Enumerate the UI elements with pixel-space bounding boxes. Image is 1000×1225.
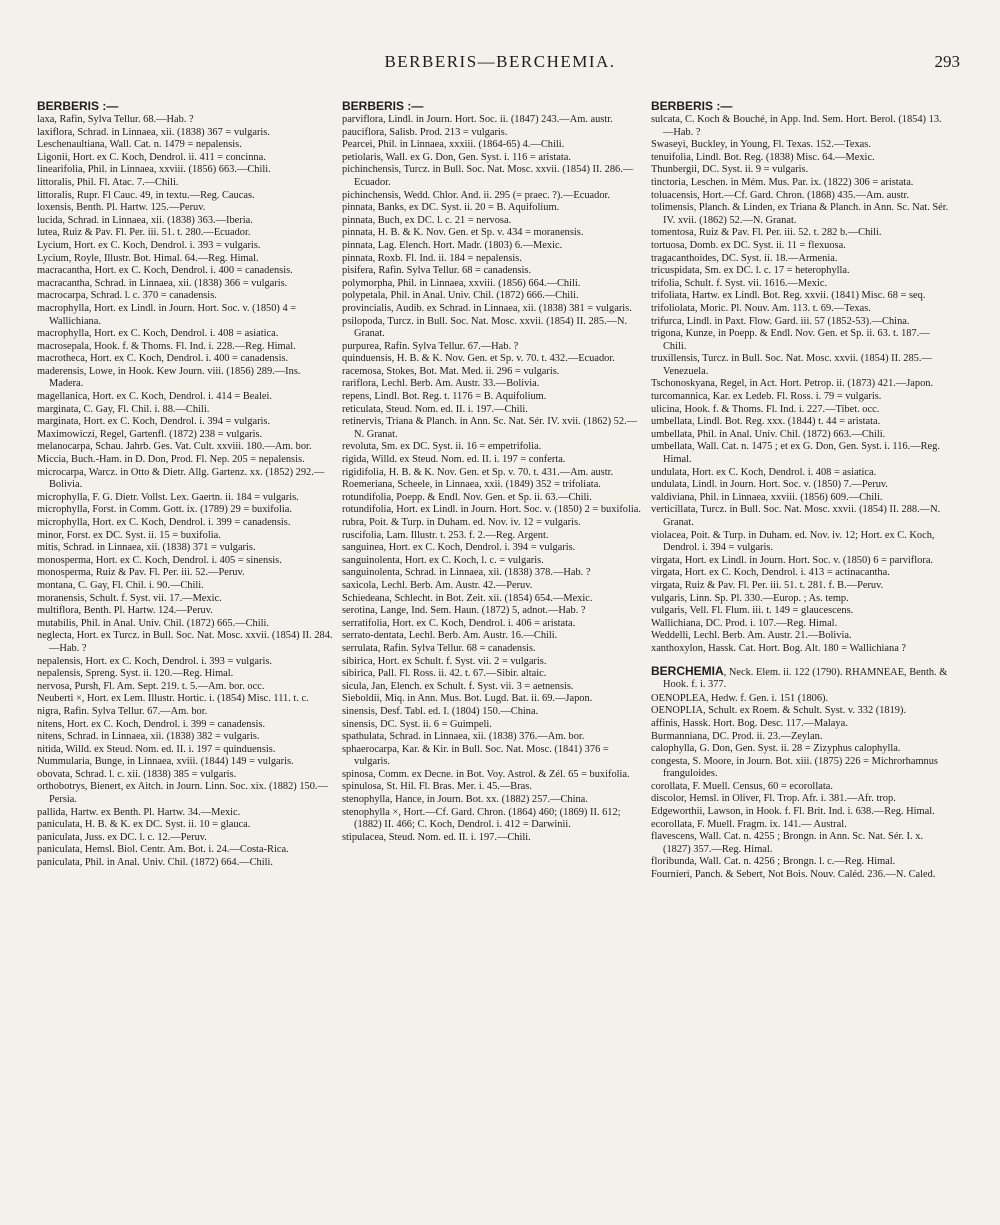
index-entry: serratifolia, Hort. ex C. Koch, Dendrol. i. 406 = aristata. [342, 617, 576, 629]
column-2 [342, 100, 642, 844]
index-entry: macrophylla, Hort. ex Lindl. in Journ. Hort. Soc. v. (1850) 4 = Wallichiana. [37, 302, 297, 327]
index-entry: paniculata, Hemsl. Biol. Centr. Am. Bot. i. 24.—Costa-Rica. [37, 844, 289, 856]
index-entry: sulcata, C. Koch & Bouché, in App. Ind. Sem. Hort. Berol. (1854) 13.—Hab. ? [651, 114, 942, 138]
index-entry: macrosepala, Hook. f. & Thoms. Fl. Ind. i. 228.—Reg. Himal. [37, 340, 296, 352]
index-entry: truxillensis, Turcz. in Bull. Soc. Nat. Mosc. xxvii. (1854) II. 285.—Venezuela. [651, 353, 932, 377]
index-entry: moranensis, Schult. f. Syst. vii. 17.—Mexic. [37, 592, 222, 604]
index-entry: littoralis, Rupr. Fl Cauc. 49, in textu.—Reg. Caucas. [37, 189, 255, 201]
genus-heading-text: , Neck. Elem. ii. 122 (1790). RHAMNEAE, Benth. & Hook. f. i. 377. [663, 666, 948, 691]
index-entry: Lycium, Hort. ex C. Koch, Dendrol. i. 393 = vulgaris. [37, 239, 261, 251]
index-entry: sibirica, Hort. ex Schult. f. Syst. vii. 2 = vulgaris. [342, 655, 547, 667]
index-entry: maderensis, Lowe, in Hook. Kew Journ. viii. (1856) 289.—Ins. Madera. [37, 365, 301, 390]
index-entry: nigra, Rafin. Sylva Tellur. 67.—Am. bor. [37, 705, 208, 717]
index-entry: Lycium, Royle, Illustr. Bot. Himal. 64.—Reg. Himal. [37, 252, 259, 264]
index-entry: parviflora, Lindl. in Journ. Hort. Soc. ii. (1847) 243.—Am. austr. [342, 114, 613, 125]
index-entry: revoluta, Sm. ex DC. Syst. ii. 16 = empetrifolia. [342, 441, 542, 453]
index-entry: provincialis, Audib. ex Schrad. in Linnaea, xii. (1838) 381 = vulgaris. [342, 302, 632, 314]
index-entry: toluacensis, Hort.—Cf. Gard. Chron. (1868) 435.—Am. austr. [651, 189, 909, 201]
entry-list [651, 114, 951, 656]
index-entry: pinnata, Roxb. Fl. Ind. ii. 184 = nepalensis. [342, 252, 522, 264]
index-entry: ulicina, Hook. f. & Thoms. Fl. Ind. i. 227.—Tibet. occ. [651, 403, 880, 415]
index-entry: sphaerocarpa, Kar. & Kir. in Bull. Soc. Nat. Mosc. (1841) 376 = vulgaris. [342, 743, 609, 768]
index-entry: verticillata, Turcz. in Bull. Soc. Nat. Mosc. xxvii. (1854) II. 288.—N. Granat. [651, 504, 941, 528]
index-entry: tricuspidata, Sm. ex DC. l. c. 17 = heterophylla. [651, 265, 850, 277]
index-entry: tragacanthoides, DC. Syst. ii. 18.—Armenia. [651, 252, 838, 264]
index-entry: umbellata, Lindl. Bot. Reg. xxx. (1844) t. 44 = aristata. [651, 416, 881, 428]
index-entry: macracantha, Schrad. in Linnaea, xii. (1838) 366 = vulgaris. [37, 277, 288, 289]
index-entry: violacea, Poit. & Turp. in Duham. ed. Nov. iv. 12; Hort. ex C. Koch, Dendrol. i. 394 = vulgaris. [651, 529, 935, 554]
index-entry: monosperma, Hort. ex C. Koch, Dendrol. i. 405 = sinensis. [37, 554, 282, 566]
index-entry: melanocarpa, Schau. Jahrb. Ges. Vat. Cult. xxviii. 180.—Am. bor. [37, 441, 312, 453]
index-entry: rigida, Willd. ex Steud. Nom. ed. II. i. 197 = conferta. [342, 454, 566, 466]
index-entry: serrato-dentata, Lechl. Berb. Am. Austr. 16.—Chili. [342, 630, 558, 642]
index-entry: nitens, Hort. ex C. Koch, Dendrol. i. 399 = canadensis. [37, 718, 266, 730]
index-entry: nitens, Schrad. in Linnaea, xii. (1838) 382 = vulgaris. [37, 731, 260, 743]
index-entry: macrocarpa, Schrad. l. c. 370 = canadensis. [37, 290, 217, 302]
index-entry: Schiedeana, Schlecht. in Bot. Zeit. xii. (1854) 654.—Mexic. [342, 592, 593, 604]
index-entry: marginata, C. Gay, Fl. Chil. i. 88.—Chili. [37, 403, 210, 415]
index-entry: racemosa, Stokes, Bot. Mat. Med. ii. 296 = vulgaris. [342, 365, 560, 377]
running-title: BERBERIS—BERCHEMIA. [384, 52, 616, 71]
index-entry: linearifolia, Phil. in Linnaea, xxviii. (1856) 663.—Chili. [37, 164, 271, 176]
column-heading: BERBERIS :— [342, 99, 424, 113]
index-entry: vulgaris, Vell. Fl. Flum. iii. t. 149 = glaucescens. [651, 605, 854, 617]
index-entry: microphylla, Hort. ex C. Koch, Dendrol. i. 399 = canadensis. [37, 517, 291, 528]
index-entry: montana, C. Gay, Fl. Chil. i. 90.—Chili. [37, 579, 204, 591]
index-entry: umbellata, Wall. Cat. n. 1475 ; et ex G. Don, Gen. Syst. i. 116.—Reg. Himal. [651, 441, 940, 466]
index-entry: trifurca, Lindl. in Paxt. Flow. Gard. iii. 57 (1852-53).—China. [651, 315, 910, 327]
index-entry: neglecta, Hort. ex Turcz. in Bull. Soc. Nat. Mosc. xxvii. (1854) II. 284.—Hab. ? [37, 630, 333, 654]
index-entry: spinosa, Comm. ex Decne. in Bot. Voy. Astrol. & Zél. 65 = buxifolia. [342, 768, 630, 780]
index-entry: pinnata, H. B. & K. Nov. Gen. et Sp. v. 434 = moranensis. [342, 227, 584, 239]
index-entry: monosperma, Ruiz & Pav. Fl. Per. iii. 52.—Peruv. [37, 567, 245, 579]
index-entry: OENOPLEA, Hedw. f. Gen. i. 151 (1806). [651, 692, 829, 704]
index-entry: mitis, Schrad. in Linnaea, xii. (1838) 371 = vulgaris. [37, 542, 256, 554]
index-entry: marginata, Hort. ex C. Koch, Dendrol. i. 394 = vulgaris. [37, 416, 271, 428]
index-entry: Burmanniana, DC. Prod. ii. 23.—Zeylan. [651, 730, 823, 742]
index-entry: nitida, Willd. ex Steud. Nom. ed. II. i. 197 = quinduensis. [37, 743, 276, 755]
index-entry: congesta, S. Moore, in Journ. Bot. xiii. (1875) 226 = Michrorhamnus franguloides. [651, 755, 938, 780]
index-entry: sanguinea, Hort. ex C. Koch, Dendrol. i. 394 = vulgaris. [342, 542, 576, 554]
index-entry: rigidifolia, H. B. & K. Nov. Gen. et Sp. v. 70. t. 431.—Am. austr. [342, 466, 614, 478]
index-entry: ecorollata, F. Muell. Fragm. ix. 141.— Austral. [651, 818, 847, 830]
index-entry: pauciflora, Salisb. Prod. 213 = vulgaris. [342, 126, 508, 138]
index-entry: sinensis, Desf. Tabl. ed. I. (1804) 150.—China. [342, 705, 539, 717]
index-entry: reticulata, Steud. Nom. ed. II. i. 197.—Chili. [342, 403, 528, 415]
index-entry: Pearcei, Phil. in Linnaea, xxxiii. (1864-65) 4.—Chili. [342, 139, 565, 151]
index-entry: macrotheca, Hort. ex C. Koch, Dendrol. i. 400 = canadensis. [37, 353, 289, 365]
index-entry: multiflora, Benth. Pl. Hartw. 124.—Peruv. [37, 605, 213, 617]
index-entry: macrophylla, Hort. ex C. Koch, Dendrol. i. 408 = asiatica. [37, 328, 279, 340]
index-entry: orthobotrys, Bienert, ex Aitch. in Journ. Linn. Soc. xix. (1882) 150.—Persia. [37, 781, 328, 806]
index-entry: tinctoria, Leschen. in Mém. Mus. Par. ix. (1822) 306 = aristata. [651, 176, 914, 188]
index-entry: pisifera, Rafin. Sylva Tellur. 68 = canadensis. [342, 265, 532, 277]
index-entry: spinulosa, St. Hil. Fl. Bras. Mer. i. 45.—Bras. [342, 781, 532, 793]
index-entry: calophylla, G. Don, Gen. Syst. ii. 28 = Zizyphus calophylla. [651, 743, 901, 755]
index-entry: rotundifolia, Hort. ex Lindl. in Journ. Hort. Soc. v. (1850) 2 = buxifolia. [342, 504, 641, 516]
index-entry: Nummularia, Bunge, in Linnaea, xviii. (1844) 149 = vulgaris. [37, 756, 294, 768]
index-entry: trifoliata, Hartw. ex Lindl. Bot. Reg. xxvii. (1841) Misc. 68 = seq. [651, 290, 926, 302]
index-entry: tenuifolia, Lindl. Bot. Reg. (1838) Misc. 64.—Mexic. [651, 151, 875, 163]
index-entry: psilopoda, Turcz. in Bull. Soc. Nat. Mosc. xxvii. (1854) II. 285.—N. Granat. [342, 315, 628, 340]
index-entry: Maximowiczi, Regel, Gartenfl. (1872) 238 = vulgaris. [37, 428, 263, 440]
index-entry: nepalensis, Spreng. Syst. ii. 120.—Reg. Himal. [37, 668, 234, 680]
index-entry: minor, Forst. ex DC. Syst. ii. 15 = buxifolia. [37, 529, 221, 541]
index-entry: nepalensis, Hort. ex C. Koch, Dendrol. i. 393 = vulgaris. [37, 655, 272, 667]
index-entry: pallida, Hartw. ex Benth. Pl. Hartw. 34.—Mexic. [37, 806, 241, 818]
index-entry: petiolaris, Wall. ex G. Don, Gen. Syst. i. 116 = aristata. [342, 151, 571, 163]
index-entry: rubra, Poit. & Turp. in Duham. ed. Nov. iv. 12 = vulgaris. [342, 517, 581, 528]
index-entry: undulata, Lindl. in Journ. Hort. Soc. v. (1850) 7.—Peruv. [651, 479, 889, 491]
index-entry: Roemeriana, Scheele, in Linnaea, xxii. (1849) 352 = trifoliata. [342, 479, 601, 491]
index-entry: discolor, Hemsl. in Oliver, Fl. Trop. Afr. i. 381.—Afr. trop. [651, 793, 896, 805]
index-entry: microphylla, Forst. in Comm. Gott. ix. (1789) 29 = buxifolia. [37, 504, 292, 516]
index-entry: serrulata, Rafin. Sylva Tellur. 68 = canadensis. [342, 642, 536, 654]
index-entry: sanguinolenta, Schrad. in Linnaea, xii. (1838) 378.—Hab. ? [342, 567, 591, 579]
index-entry: valdiviana, Phil. in Linnaea, xxviii. (1856) 609.—Chili. [651, 491, 883, 503]
index-entry: stipulacea, Steud. Nom. ed. II. i. 197.—Chili. [342, 831, 531, 843]
index-entry: rariflora, Lechl. Berb. Am. Austr. 33.—Bolivia. [342, 378, 540, 390]
index-entry: Miccia, Buch.-Ham. in D. Don, Prod. Fl. Nep. 205 = nepalensis. [37, 454, 305, 466]
index-entry: polypetala, Phil. in Anal. Univ. Chil. (1872) 666.—Chili. [342, 290, 579, 302]
index-entry: Neuberti ×, Hort. ex Lem. Illustr. Hortic. i. (1854) Misc. 111. t. c. [37, 693, 309, 705]
index-entry: spathulata, Schrad. in Linnaea, xii. (1838) 376.—Am. bor. [342, 731, 585, 743]
index-entry: Leschenaultiana, Wall. Cat. n. 1479 = nepalensis. [37, 139, 242, 151]
index-entry: serotina, Lange, Ind. Sem. Haun. (1872) 5, adnot.—Hab. ? [342, 605, 586, 617]
index-entry: paniculata, Juss. ex DC. l. c. 12.—Peruv. [37, 831, 207, 843]
index-entry: xanthoxylon, Hassk. Cat. Hort. Bog. Alt. 180 = Wallichiana ? [651, 642, 907, 654]
index-entry: umbellata, Phil. in Anal. Univ. Chil. (1872) 663.—Chili. [651, 428, 886, 440]
index-entry: paniculata, Phil. in Anal. Univ. Chil. (1872) 664.—Chili. [37, 857, 273, 869]
column-3 [651, 100, 951, 882]
index-entry: corollata, F. Muell. Census, 60 = ecorollata. [651, 780, 833, 792]
index-entry: Ligonii, Hort. ex C. Koch, Dendrol. ii. 411 = concinna. [37, 151, 266, 163]
index-entry: obovata, Schrad. l. c. xii. (1838) 385 = vulgaris. [37, 768, 237, 780]
index-entry: Fournieri, Panch. & Sebert, Not Bois. Nouv. Caléd. 236.—N. Caled. [651, 869, 936, 881]
index-entry: tolimensis, Planch. & Linden, ex Triana & Planch. in Ann. Sc. Nat. Sér. IV. xvii. (1862) 52.—N. Granat. [651, 202, 949, 226]
column-1 [37, 100, 337, 870]
index-entry: vulgaris, Linn. Sp. Pl. 330.—Europ. ; As. temp. [651, 592, 849, 604]
index-entry: retinervis, Triana & Planch. in Ann. Sc. Nat. Sér. IV. xvii. (1862) 52.—N. Granat. [342, 416, 638, 440]
index-entry: trifolia, Schult. f. Syst. vii. 1616.—Mexic. [651, 277, 828, 289]
index-entry: repens, Lindl. Bot. Reg. t. 1176 = B. Aquifolium. [342, 391, 547, 403]
entry-list [342, 114, 642, 844]
index-entry: microcarpa, Warcz. in Otto & Dietr. Allg. Gartenz. xx. (1852) 292.—Bolivia. [37, 466, 325, 491]
index-entry: stenophylla, Hance, in Journ. Bot. xx. (1882) 257.—China. [342, 794, 588, 806]
index-entry: macracantha, Hort. ex C. Koch, Dendrol. i. 400 = canadensis. [37, 265, 293, 277]
index-entry: pinnata, Lag. Elench. Hort. Madr. (1803) 6.—Mexic. [342, 239, 563, 251]
index-entry: stenophylla ×, Hort.—Cf. Gard. Chron. (1864) 460; (1869) II. 612; (1882) II. 466; C. Koch, Dendrol. i. 412 = Darwinii. [342, 806, 621, 831]
index-entry: tomentosa, Ruiz & Pav. Fl. Per. iii. 52. t. 282 b.—Chili. [651, 227, 882, 239]
genus-heading [651, 665, 951, 692]
index-entry: floribunda, Wall. Cat. n. 4256 ; Brongn. l. c.—Reg. Himal. [651, 856, 896, 868]
index-entry: purpurea, Rafin. Sylva Tellur. 67.—Hab. ? [342, 340, 519, 352]
index-entry: magellanica, Hort. ex C. Koch, Dendrol. i. 414 = Bealei. [37, 391, 272, 403]
index-entry: undulata, Hort. ex C. Koch, Dendrol. i. 408 = asiatica. [651, 466, 877, 478]
page-header [0, 52, 1000, 80]
index-entry: polymorpha, Phil. in Linnaea, xxviii. (1856) 664.—Chili. [342, 277, 581, 289]
index-entry: saxicola, Lechl. Berb. Am. Austr. 42.—Peruv. [342, 579, 533, 591]
index-entry: pichinchensis, Wedd. Chlor. And. ii. 295 (= praec. ?).—Ecuador. [342, 189, 611, 201]
index-entry: Thunbergii, DC. Syst. ii. 9 = vulgaris. [651, 164, 809, 176]
index-entry: turcomannica, Kar. ex Ledeb. Fl. Ross. i. 79 = vulgaris. [651, 391, 882, 403]
index-entry: paniculata, H. B. & K. ex DC. Syst. ii. 10 = glauca. [37, 819, 251, 831]
index-entry: flavescens, Wall. Cat. n. 4255 ; Brongn. in Ann. Sc. Nat. Sér. I. x. (1827) 357.—Reg. Himal. [651, 831, 923, 855]
index-entry: sicula, Jan, Elench. ex Schult. f. Syst. vii. 3 = aetnensis. [342, 680, 574, 692]
index-entry: tortuosa, Domb. ex DC. Syst. ii. 11 = flexuosa. [651, 239, 846, 251]
genus-name: BERCHEMIA [651, 663, 724, 678]
index-entry: loxensis, Benth. Pl. Hartw. 125.—Peruv. [37, 202, 206, 214]
index-entry: trigona, Kunze, in Poepp. & Endl. Nov. Gen. et Sp. ii. 63. t. 187.—Chili. [651, 328, 930, 352]
index-entry: pichinchensis, Turcz. in Bull. Soc. Nat. Mosc. xxvii. (1854) II. 286.—Ecuador. [342, 164, 634, 188]
index-entry: sanguinolenta, Hort. ex C. Koch, l. c. = vulgaris. [342, 554, 544, 566]
index-entry: virgata, Hort. ex C. Koch, Dendrol. i. 413 = actinacantha. [651, 567, 890, 579]
index-entry: virgata, Ruiz & Pav. Fl. Per. iii. 51. t. 281. f. B.—Peruv. [651, 579, 884, 591]
index-entry: rotundifolia, Poepp. & Endl. Nov. Gen. et Sp. ii. 63.—Chili. [342, 491, 592, 503]
index-entry: microphylla, F. G. Dietr. Vollst. Lex. Gaertn. ii. 184 = vulgaris. [37, 491, 299, 503]
index-entry: mutabilis, Phil. in Anal. Univ. Chil. (1872) 665.—Chili. [37, 617, 269, 629]
index-entry: Swaseyi, Buckley, in Young, Fl. Texas. 152.—Texas. [651, 139, 871, 151]
index-entry: Wallichiana, DC. Prod. i. 107.—Reg. Himal. [651, 617, 838, 629]
index-entry: sibirica, Pall. Fl. Ross. ii. 42. t. 67.—Sibir. altaic. [342, 668, 547, 680]
entry-list [651, 693, 951, 882]
entry-list [37, 114, 337, 870]
page-number: 293 [934, 52, 960, 71]
index-entry: affinis, Hassk. Hort. Bog. Desc. 117.—Malaya. [651, 717, 848, 729]
index-entry: Edgeworthii, Lawson, in Hook. f. Fl. Brit. Ind. i. 638.—Reg. Himal. [651, 806, 935, 818]
index-entry: pinnata, Banks, ex DC. Syst. ii. 20 = B. Aquifolium. [342, 202, 560, 214]
index-entry: quinduensis, H. B. & K. Nov. Gen. et Sp. v. 70. t. 432.—Ecuador. [342, 353, 615, 365]
index-entry: littoralis, Phil. Fl. Atac. 7.—Chili. [37, 176, 179, 188]
index-entry: pinnata, Buch, ex DC. l. c. 21 = nervosa. [342, 214, 512, 226]
index-entry: ruscifolia, Lam. Illustr. t. 253. f. 2.—Reg. Argent. [342, 529, 549, 541]
index-entry: laxiflora, Schrad. in Linnaea, xii. (1838) 367 = vulgaris. [37, 126, 270, 138]
index-entry: OENOPLIA, Schult. ex Roem. & Schult. Syst. v. 332 (1819). [651, 705, 907, 717]
index-entry: lutea, Ruiz & Pav. Fl. Per. iii. 51. t. 280.—Ecuador. [37, 227, 251, 239]
index-entry: nervosa, Pursh, Fl. Am. Sept. 219. t. 5.—Am. bor. occ. [37, 680, 265, 692]
column-heading: BERBERIS :— [651, 99, 733, 113]
index-entry: Sieboldii, Miq. in Ann. Mus. Bot. Lugd. Bat. ii. 69.—Japon. [342, 693, 593, 705]
index-entry: Weddelli, Lechl. Berb. Am. Austr. 21.—Bolivia. [651, 630, 852, 642]
index-entry: trifoliolata, Moric. Pl. Nouv. Am. 113. t. 69.—Texas. [651, 302, 871, 314]
index-entry: laxa, Rafin, Sylva Tellur. 68.—Hab. ? [37, 114, 194, 125]
index-entry: sinensis, DC. Syst. ii. 6 = Guimpeli. [342, 718, 492, 730]
index-entry: Tschonoskyana, Regel, in Act. Hort. Petrop. ii. (1873) 421.—Japon. [651, 378, 934, 390]
index-entry: lucida, Schrad. in Linnaea, xii. (1838) 363.—Iberia. [37, 214, 253, 226]
column-heading: BERBERIS :— [37, 99, 119, 113]
index-entry: virgata, Hort. ex Lindl. in Journ. Hort. Soc. v. (1850) 6 = parviflora. [651, 554, 934, 566]
